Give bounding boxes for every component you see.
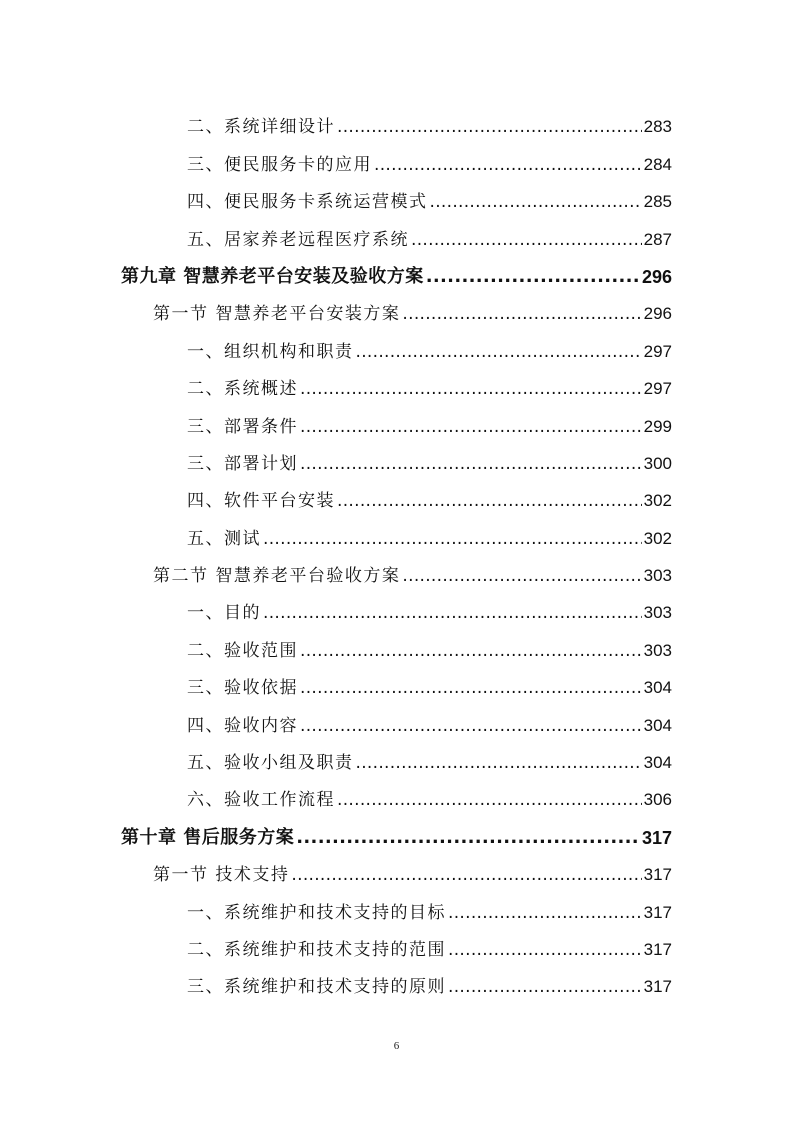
dot-leader [337,491,642,511]
toc-entry[interactable] [0,698,793,735]
toc-entry-page: 285 [643,192,672,212]
dot-leader [296,828,640,848]
dot-leader [448,977,642,997]
toc-entry-title: 四、软件平台安装 [187,491,335,512]
toc-entry-page: 317 [641,827,672,848]
toc-entry-title: 四、便民服务卡系统运营模式 [187,192,428,213]
dot-leader [300,641,642,661]
toc-entry-page: 306 [643,790,672,810]
toc-entry-title: 二、验收范围 [187,640,298,661]
toc-entry[interactable] [0,960,793,997]
toc-entry-page: 300 [643,453,672,473]
toc-entry-page: 304 [643,678,672,698]
toc-entry-page: 302 [643,528,672,548]
dot-leader [337,790,642,810]
toc-entry-page: 317 [643,977,672,997]
toc-entry-title: 三、部署计划 [187,453,298,474]
dot-leader [337,117,642,137]
toc-entry[interactable] [0,212,793,249]
toc-entry[interactable] [0,923,793,960]
dot-leader [356,753,642,773]
toc-entry[interactable] [0,437,793,474]
toc-entry[interactable] [0,586,793,623]
dot-leader [374,155,642,175]
toc-entry-page: 317 [643,939,672,959]
dot-leader [448,903,642,923]
toc-entry-title: 五、验收小组及职责 [187,753,354,774]
toc-entry-title: 五、居家养老远程医疗系统 [187,229,409,250]
toc-entry[interactable] [0,250,793,287]
toc-entry-title: 第九章 智慧养老平台安装及验收方案 [121,265,424,287]
dot-leader [402,566,641,586]
dot-leader [402,304,641,324]
toc-entry[interactable] [0,810,793,847]
dot-leader [448,940,642,960]
toc-entry[interactable] [0,137,793,174]
toc-entry-page: 284 [643,154,672,174]
toc-entry[interactable] [0,885,793,922]
toc-entry-page: 317 [643,902,672,922]
toc-entry-page: 304 [643,715,672,735]
toc-entry[interactable] [0,100,793,137]
toc-entry-page: 287 [643,229,672,249]
toc-entry-title: 第十章 售后服务方案 [121,826,295,848]
toc-entry-page: 296 [643,304,672,324]
dot-leader [300,678,642,698]
toc-entry-title: 六、验收工作流程 [187,790,335,811]
toc-entry[interactable] [0,362,793,399]
toc-entry-title: 第一节 技术支持 [153,865,290,886]
toc-entry-title: 二、系统维护和技术支持的范围 [187,939,446,960]
toc-entry[interactable] [0,623,793,660]
toc-entry[interactable] [0,324,793,361]
toc-entry-page: 303 [643,603,672,623]
toc-entry-title: 一、目的 [187,603,261,624]
toc-entry-page: 299 [643,416,672,436]
dot-leader [356,342,642,362]
toc-entry[interactable] [0,773,793,810]
toc-entry[interactable] [0,511,793,548]
toc-entry[interactable] [0,549,793,586]
toc-entry-title: 二、系统详细设计 [187,117,335,138]
table-of-contents [0,100,793,997]
toc-entry-title: 三、系统维护和技术支持的原则 [187,977,446,998]
toc-entry-title: 第二节 智慧养老平台验收方案 [153,566,401,587]
page-number: 6 [393,1040,400,1052]
toc-entry[interactable] [0,175,793,212]
toc-entry-page: 302 [643,491,672,511]
toc-entry[interactable] [0,848,793,885]
dot-leader [426,267,640,287]
toc-entry-page: 304 [643,753,672,773]
toc-entry-page: 297 [643,379,672,399]
toc-entry[interactable] [0,399,793,436]
toc-entry-title: 第一节 智慧养老平台安装方案 [153,304,401,325]
toc-entry-title: 一、组织机构和职责 [187,341,354,362]
toc-entry-title: 三、部署条件 [187,416,298,437]
dot-leader [430,192,642,212]
dot-leader [300,454,642,474]
toc-entry[interactable] [0,736,793,773]
dot-leader [291,865,641,885]
toc-entry-title: 一、系统维护和技术支持的目标 [187,902,446,923]
toc-entry-title: 四、验收内容 [187,715,298,736]
toc-entry[interactable] [0,661,793,698]
dot-leader [300,716,642,736]
dot-leader [263,529,642,549]
dot-leader [263,603,642,623]
toc-entry-title: 三、验收依据 [187,678,298,699]
toc-entry-page: 303 [643,566,672,586]
toc-entry-page: 303 [643,640,672,660]
dot-leader [300,417,642,437]
toc-entry[interactable] [0,474,793,511]
toc-entry-title: 二、系统概述 [187,379,298,400]
toc-entry-title: 五、测试 [187,528,261,549]
toc-entry[interactable] [0,287,793,324]
toc-entry-page: 283 [643,117,672,137]
toc-entry-page: 317 [643,865,672,885]
toc-entry-page: 296 [641,266,672,287]
dot-leader [300,379,642,399]
dot-leader [411,230,642,250]
toc-entry-title: 三、便民服务卡的应用 [187,154,372,175]
toc-entry-page: 297 [643,341,672,361]
